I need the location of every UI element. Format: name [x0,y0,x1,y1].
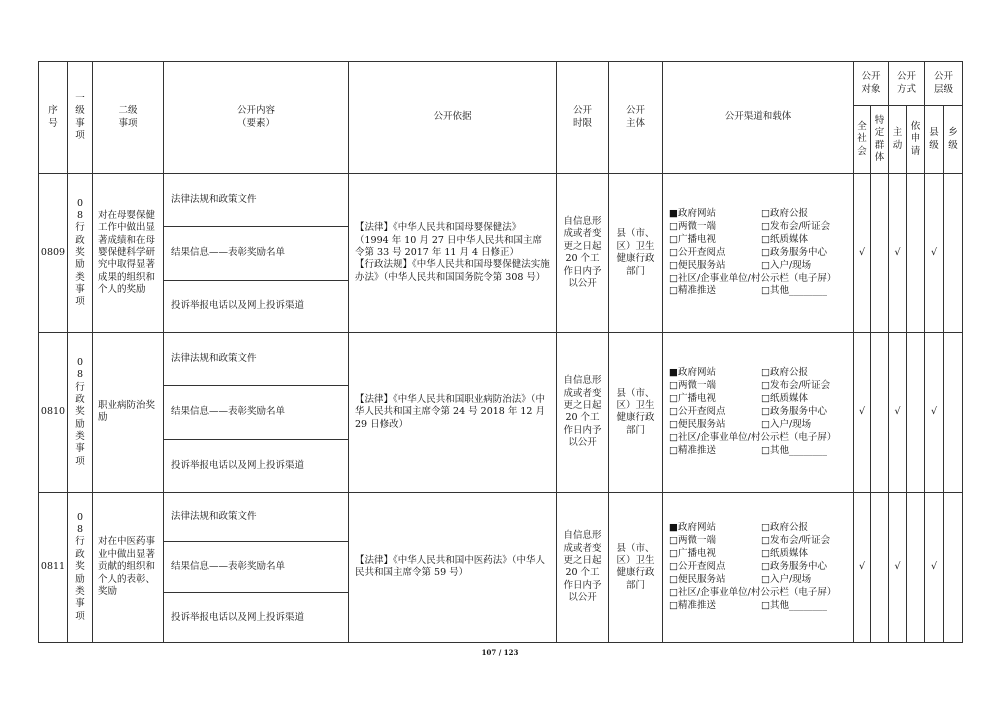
row-whole-society: √ [854,492,871,642]
channel-label: 发布会/听证会 [769,380,831,392]
content-item: 法律法规和政策文件 [164,333,348,385]
unchecked-box-icon: □ [761,522,770,534]
channel-option [761,419,847,432]
unchecked-box-icon: □ [669,431,678,443]
unchecked-box-icon: □ [669,599,678,611]
row-channels [663,492,854,642]
channel-label: 政府网站 [677,207,716,219]
unchecked-box-icon: □ [761,406,770,418]
content-item: 投诉举报电话以及网上投诉渠道 [171,611,305,623]
channel-option [761,367,847,380]
channel-option [669,587,847,600]
unchecked-box-icon: □ [761,380,770,392]
unchecked-box-icon: □ [761,444,770,456]
row-on-request [907,492,925,642]
channel-option [669,432,847,445]
unchecked-box-icon: □ [669,220,678,232]
channel-option [669,234,761,247]
channel-option [669,445,761,458]
row-contents [164,174,349,333]
channel-option [669,393,761,406]
header-method: 公开 方式 [889,62,925,106]
row-specific-group [871,492,889,642]
channel-option [761,247,847,260]
channel-option [669,406,761,419]
channel-option [761,260,847,273]
row-timelimit: 自信息形成或者变更之日起 20 个工作日内予以公开 [557,492,609,642]
channel-option [761,561,847,574]
channel-option [669,600,761,613]
channel-label: 其他________ [769,285,827,297]
row-on-request [907,174,925,333]
row-township [944,333,963,492]
header-whole-society: 全 社 会 [854,106,871,174]
row-basis [349,174,557,333]
row-specific-group [871,333,889,492]
row-subject: 县（市、区）卫生健康行政部门 [609,333,663,492]
channel-list [663,367,853,457]
unchecked-box-icon: □ [669,233,678,245]
basis-item: 【法律】《中华人民共和国母婴保健法》（1994 年 10 月 27 日中华人民共和国主席令第 33 号 2017 年 11 月 4 日修正） [355,222,542,258]
content-list [164,174,348,332]
unchecked-box-icon: □ [761,547,770,559]
channel-option [761,221,847,234]
row-channels [663,174,854,333]
checked-box-icon: ■ [669,207,678,219]
row-level2: 对在中医药事业中做出显著贡献的组织和个人的表彰、奖励 [93,492,164,642]
row-active: √ [889,174,907,333]
unchecked-box-icon: □ [669,535,678,547]
channel-option [761,535,847,548]
header-on-request: 依 申 请 [907,106,925,174]
channel-option [669,273,847,286]
channel-option [761,406,847,419]
content-item: 投诉举报电话以及网上投诉渠道 [171,300,305,312]
content-list [164,493,348,642]
channel-label: 政务服务中心 [769,406,827,418]
unchecked-box-icon: □ [761,233,770,245]
channel-option [761,234,847,247]
unchecked-box-icon: □ [669,272,678,284]
row-contents [164,492,349,642]
header-level1: 一 级 事 项 [68,62,93,174]
row-county: √ [925,174,944,333]
channel-label: 社区/企事业单位/村公示栏（电子屏） [677,586,837,598]
checked-box-icon: ■ [669,522,678,534]
row-level1: 0 8 行 政 奖 励 类 事 项 [68,492,93,642]
channel-label: 便民服务站 [677,259,726,271]
unchecked-box-icon: □ [761,418,770,430]
row-seq: 0810 [39,333,68,492]
unchecked-box-icon: □ [761,259,770,271]
unchecked-box-icon: □ [669,393,678,405]
row-basis [349,333,557,492]
header-content [164,62,349,174]
table-row [39,174,963,333]
channel-label: 政府网站 [677,522,716,534]
disclosure-table [38,61,963,643]
channel-label: 社区/企事业单位/村公示栏（电子屏） [677,272,837,284]
channel-option [761,574,847,587]
header-county: 县 级 [925,106,944,174]
basis-item: 【法律】《中华人民共和国中医药法》（中华人民共和国主席令第 59 号） [355,554,546,579]
unchecked-box-icon: □ [761,560,770,572]
channel-option [761,522,847,535]
channel-label: 纸质媒体 [769,393,808,405]
header-content-line2: （要素） [236,117,275,129]
content-item: 投诉举报电话以及网上投诉渠道 [171,459,305,471]
header-content-line1: 公开内容 [236,105,275,117]
row-level1: 0 8 行 政 奖 励 类 事 项 [68,174,93,333]
header-active: 主 动 [889,106,907,174]
channel-option [669,221,761,234]
basis-item: 【法律】《中华人民共和国职业病防治法》（中华人民共和国主席令第 24 号 2018 年 12 月 29 日修改） [355,393,546,430]
unchecked-box-icon: □ [669,406,678,418]
unchecked-box-icon: □ [669,560,678,572]
checked-box-icon: ■ [669,367,678,379]
row-level1: 0 8 行 政 奖 励 类 事 项 [68,333,93,492]
row-contents [164,333,349,492]
channel-option [761,208,847,221]
row-level2: 对在母婴保健工作中做出显著成绩和在母婴保健科学研究中取得显著成果的组织和个人的奖励 [93,174,164,333]
unchecked-box-icon: □ [761,220,770,232]
unchecked-box-icon: □ [669,418,678,430]
unchecked-box-icon: □ [669,586,678,598]
header-level: 公开 层级 [925,62,963,106]
content-list [164,333,348,491]
channel-label: 政府公报 [769,522,808,534]
unchecked-box-icon: □ [761,535,770,547]
channel-option [669,367,761,380]
header-level2: 二级 事项 [93,62,164,174]
header-channels: 公开渠道和载体 [663,62,854,174]
unchecked-box-icon: □ [669,547,678,559]
content-item: 法律法规和政策文件 [164,174,348,226]
unchecked-box-icon: □ [669,246,678,258]
channel-label: 其他________ [769,599,827,611]
row-county: √ [925,333,944,492]
unchecked-box-icon: □ [669,259,678,271]
table-row [39,492,963,642]
channel-label: 广播电视 [677,393,716,405]
unchecked-box-icon: □ [761,393,770,405]
channel-label: 精准推送 [677,444,716,456]
row-county: √ [925,492,944,642]
row-subject: 县（市、区）卫生健康行政部门 [609,174,663,333]
channel-option [669,574,761,587]
content-item: 结果信息——表彰奖励名单 [164,385,348,439]
unchecked-box-icon: □ [761,246,770,258]
channel-option [669,548,761,561]
row-basis [349,492,557,642]
unchecked-box-icon: □ [669,573,678,585]
row-channels [663,333,854,492]
channel-label: 社区/企事业单位/村公示栏（电子屏） [677,431,837,443]
channel-option [669,419,761,432]
row-township [944,492,963,642]
channel-label: 精准推送 [677,285,716,297]
channel-label: 两微一端 [677,535,716,547]
row-township [944,174,963,333]
channel-label: 入户/现场 [769,573,812,585]
channel-label: 发布会/听证会 [769,535,831,547]
row-on-request [907,333,925,492]
channel-option [669,208,761,221]
row-timelimit: 自信息形成或者变更之日起 20 个工作日内予以公开 [557,333,609,492]
channel-label: 纸质媒体 [769,547,808,559]
header-township: 乡 级 [944,106,963,174]
header-subject: 公开 主体 [609,62,663,174]
channel-label: 广播电视 [677,547,716,559]
channel-option [669,285,761,298]
channel-label: 公开查阅点 [677,246,726,258]
row-whole-society: √ [854,174,871,333]
channel-option [669,561,761,574]
unchecked-box-icon: □ [761,367,770,379]
table-row [39,333,963,492]
channel-option [669,522,761,535]
channel-list [663,522,853,612]
unchecked-box-icon: □ [669,285,678,297]
row-subject: 县（市、区）卫生健康行政部门 [609,492,663,642]
row-timelimit: 自信息形成或者变更之日起 20 个工作日内予以公开 [557,174,609,333]
channel-option [669,260,761,273]
channel-list [663,208,853,298]
channel-option [669,380,761,393]
row-specific-group [871,174,889,333]
channel-label: 精准推送 [677,599,716,611]
channel-label: 其他________ [769,444,827,456]
header-target: 公开 对象 [854,62,889,106]
channel-label: 两微一端 [677,380,716,392]
unchecked-box-icon: □ [761,285,770,297]
row-level2: 职业病防治奖励 [93,333,164,492]
channel-label: 入户/现场 [769,418,812,430]
channel-label: 公开查阅点 [677,406,726,418]
header-basis: 公开依据 [349,62,557,174]
channel-label: 便民服务站 [677,573,726,585]
channel-option [761,600,847,613]
channel-label: 便民服务站 [677,418,726,430]
channel-label: 发布会/听证会 [769,220,831,232]
channel-label: 政府公报 [769,207,808,219]
channel-option [669,535,761,548]
unchecked-box-icon: □ [669,380,678,392]
channel-label: 入户/现场 [769,259,812,271]
channel-option [761,445,847,458]
channel-label: 政务服务中心 [769,560,827,572]
channel-label: 政府公报 [769,367,808,379]
channel-option [761,285,847,298]
header-timelimit: 公开 时限 [557,62,609,174]
row-active: √ [889,492,907,642]
channel-label: 纸质媒体 [769,233,808,245]
channel-option [761,380,847,393]
channel-label: 政务服务中心 [769,246,827,258]
channel-label: 两微一端 [677,220,716,232]
row-whole-society: √ [854,333,871,492]
channel-label: 政府网站 [677,367,716,379]
channel-option [761,393,847,406]
basis-item: 【行政法规】《中华人民共和国母婴保健法实施办法》（中华人民共和国国务院令第 308 号） [355,259,550,283]
content-item: 法律法规和政策文件 [164,493,348,542]
content-item: 结果信息——表彰奖励名单 [164,226,348,280]
content-item: 结果信息——表彰奖励名单 [164,542,348,593]
unchecked-box-icon: □ [761,573,770,585]
unchecked-box-icon: □ [669,444,678,456]
unchecked-box-icon: □ [761,207,770,219]
channel-option [761,548,847,561]
channel-label: 公开查阅点 [677,560,726,572]
row-seq: 0809 [39,174,68,333]
page-number: 107 / 123 [481,648,519,657]
row-seq: 0811 [39,492,68,642]
channel-label: 广播电视 [677,233,716,245]
channel-option [669,247,761,260]
header-specific-group: 特 定 群 体 [871,106,889,174]
row-active: √ [889,333,907,492]
unchecked-box-icon: □ [761,599,770,611]
header-seq: 序 号 [39,62,68,174]
